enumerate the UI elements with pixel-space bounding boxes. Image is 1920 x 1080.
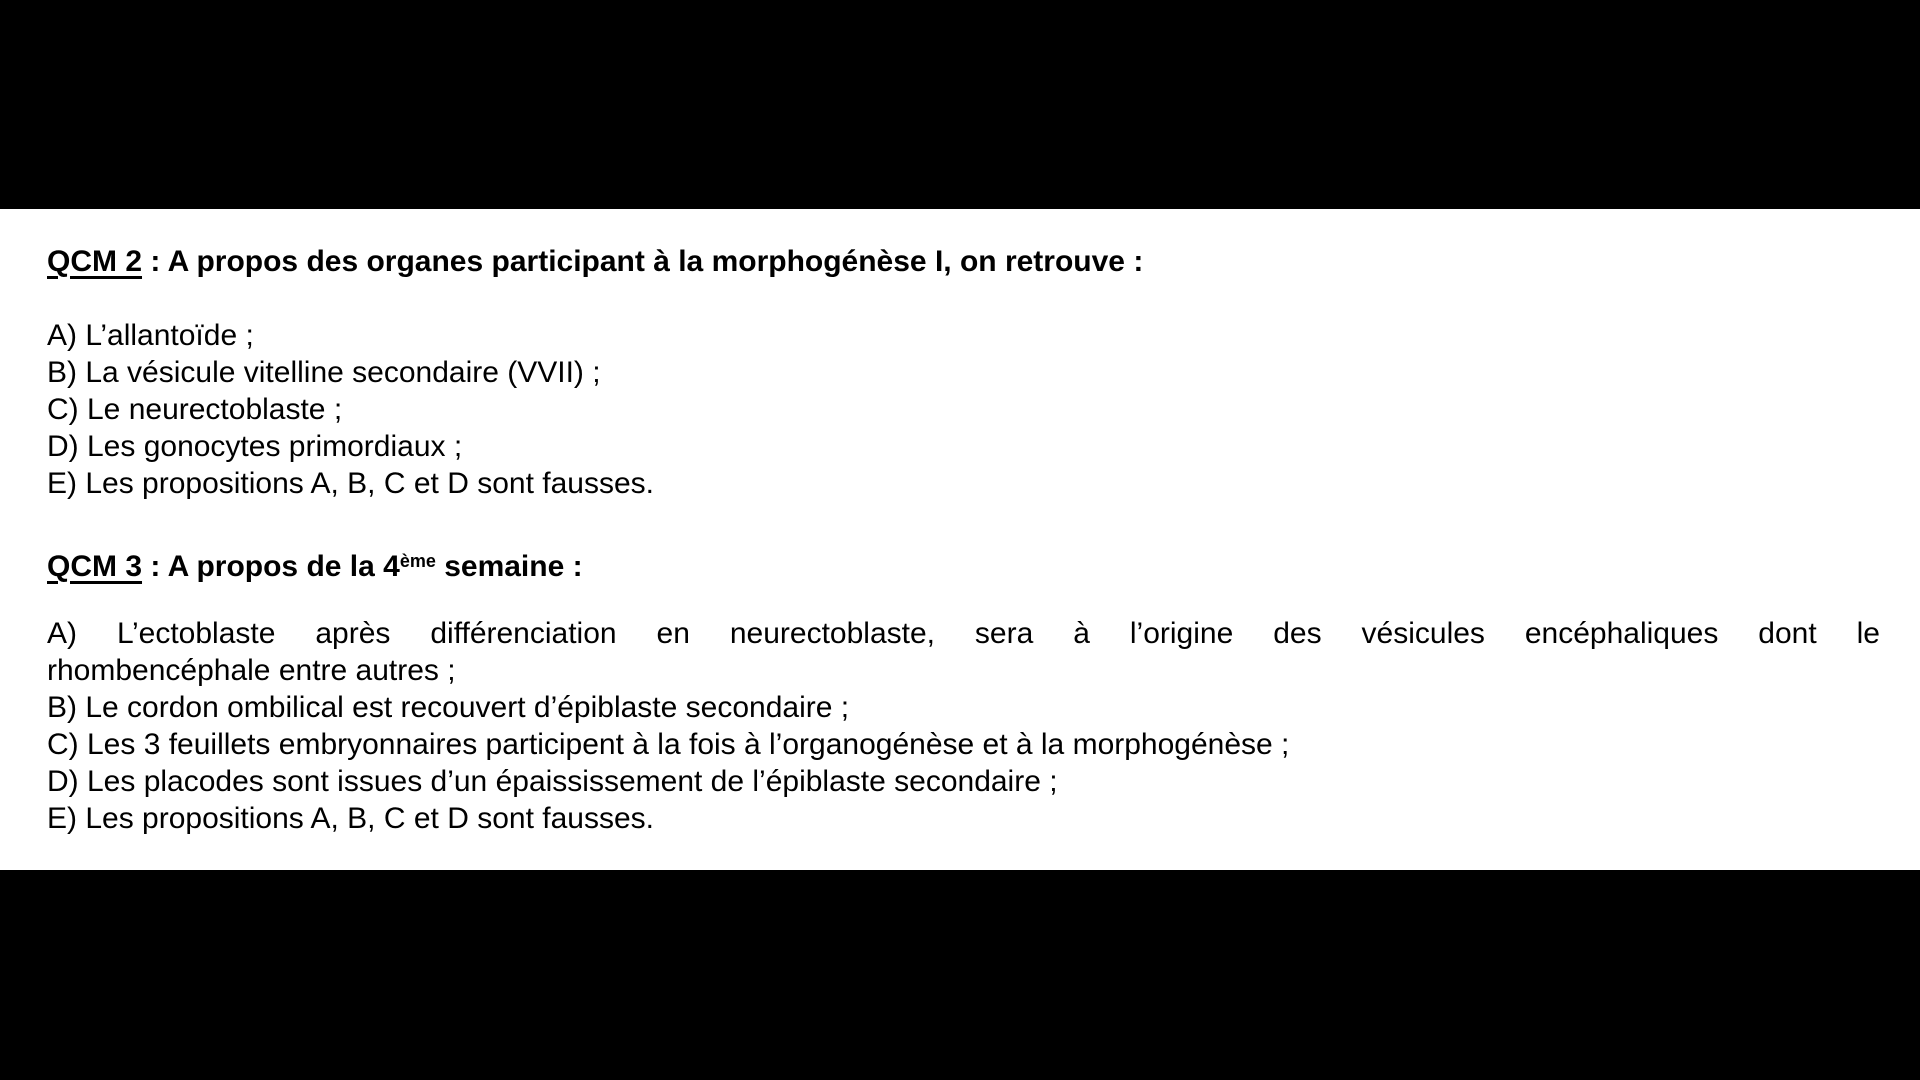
qcm3-option-c: C) Les 3 feuillets embryonnaires participent à la fois à l’organogénèse et à la morphogénèse ; — [47, 728, 1290, 761]
qcm2-option-c: C) Le neurectoblaste ; — [47, 393, 343, 426]
qcm3-title — [47, 543, 1880, 585]
qcm3-option-e: E) Les propositions A, B, C et D sont fausses. — [47, 802, 654, 835]
qcm3-option-a-line1: A) L’ectoblaste après différenciation en neurectoblaste, sera à l’origine des vésicules encéphaliques dont le — [47, 617, 1880, 650]
qcm3-option-b: B) Le cordon ombilical est recouvert d’épiblaste secondaire ; — [47, 691, 850, 724]
question-qcm2 — [47, 238, 1880, 502]
qcm2-option-b: B) La vésicule vitelline secondaire (VVII) ; — [47, 356, 601, 389]
qcm3-title-suffix: semaine : — [435, 550, 583, 583]
qcm2-title-text: : A propos des organes participant à la morphogénèse I, on retrouve : — [142, 245, 1144, 278]
qcm3-title-text: : A propos de la 4 — [142, 550, 400, 583]
question-qcm3 — [47, 543, 1880, 837]
qcm3-options — [47, 615, 1880, 837]
qcm2-options — [47, 317, 1880, 502]
qcm2-option-d: D) Les gonocytes primordiaux ; — [47, 430, 463, 463]
document-page — [0, 209, 1920, 870]
qcm2-number-label: QCM 2 — [47, 245, 143, 278]
qcm2-option-e: E) Les propositions A, B, C et D sont fausses. — [47, 467, 654, 500]
qcm3-number-label: QCM 3 — [47, 550, 143, 583]
qcm2-option-a: A) L’allantoïde ; — [47, 319, 254, 352]
qcm3-option-d: D) Les placodes sont issues d’un épaississement de l’épiblaste secondaire ; — [47, 765, 1058, 798]
qcm2-title — [47, 238, 1880, 280]
qcm3-option-a-line2: rhombencéphale entre autres ; — [47, 654, 456, 687]
qcm3-title-superscript: ème — [399, 551, 436, 571]
